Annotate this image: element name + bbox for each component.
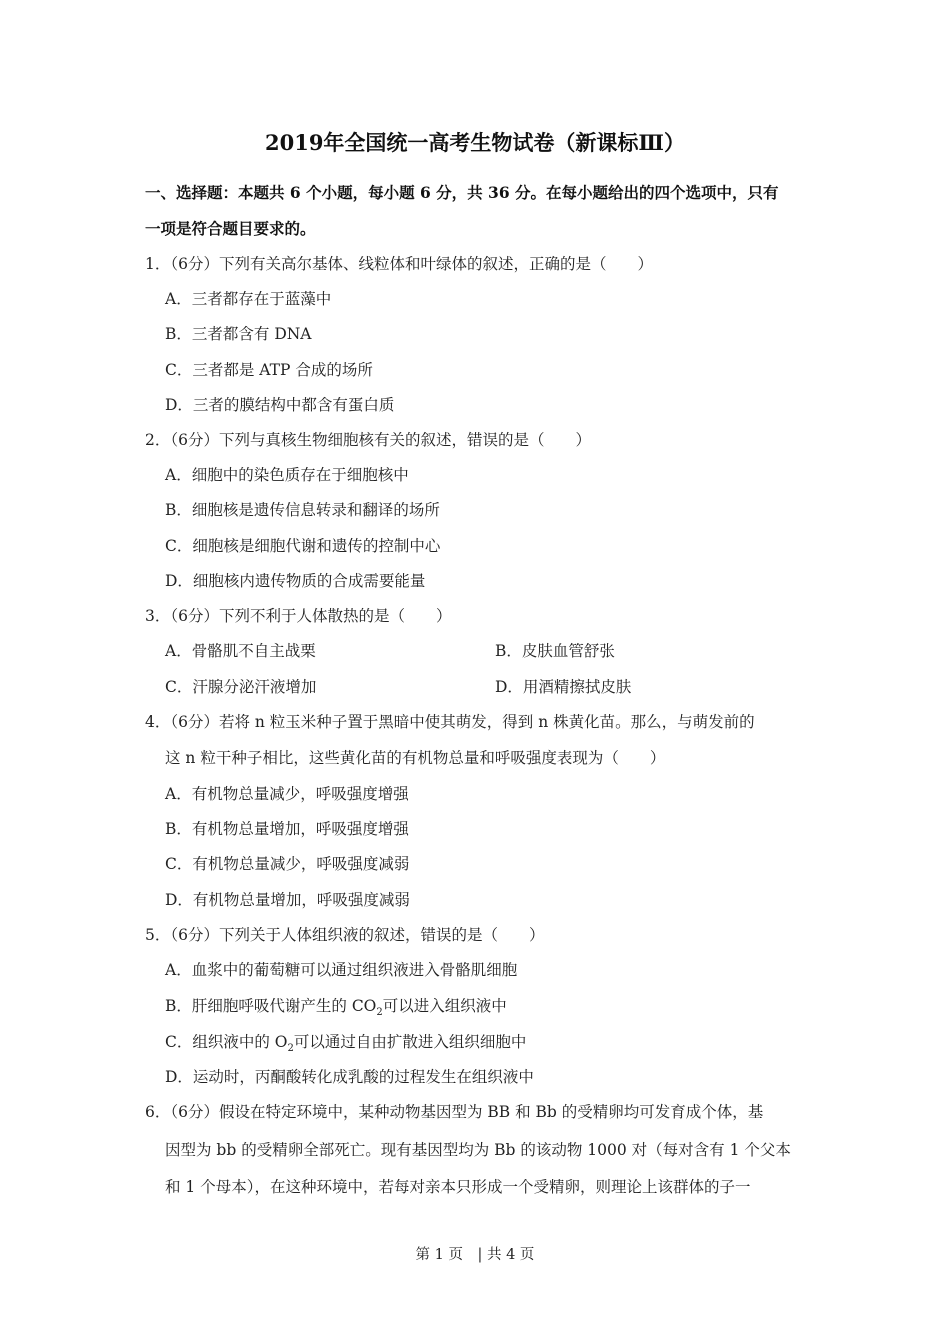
option: D．三者的膜结构中都含有蛋白质 bbox=[165, 396, 395, 414]
option: A．三者都存在于蓝藻中 bbox=[165, 290, 332, 308]
option: B．细胞核是遗传信息转录和翻译的场所 bbox=[165, 501, 440, 519]
option: B．有机物总量增加，呼吸强度增强 bbox=[165, 820, 409, 838]
option: D．运动时，丙酮酸转化成乳酸的过程发生在组织液中 bbox=[165, 1068, 534, 1086]
question-6-cont: 因型为 bb 的受精卵全部死亡。现有基因型均为 Bb 的该动物 1000 对（每对含有 1 个父本 bbox=[165, 1141, 791, 1159]
option-text: 可以通过自由扩散进入组织细胞中 bbox=[293, 1033, 527, 1051]
subscript: 2 bbox=[376, 1007, 383, 1019]
option: D．用酒精擦拭皮肤 bbox=[495, 678, 632, 696]
question-3: 3．（6分）下列不利于人体散热的是（ ） bbox=[145, 607, 452, 625]
option: A．血浆中的葡萄糖可以通过组织液进入骨骼肌细胞 bbox=[165, 961, 518, 979]
page-footer: 第 1 页 | 共 4 页 bbox=[415, 1247, 535, 1263]
question-1: 1．（6分）下列有关高尔基体、线粒体和叶绿体的叙述，正确的是（ ） bbox=[145, 255, 653, 273]
page-title: 2019年全国统一高考生物试卷（新课标Ⅲ） bbox=[264, 130, 686, 155]
option-text: C．组织液中的 O bbox=[165, 1033, 288, 1051]
option-text: B．肝细胞呼吸代谢产生的 CO bbox=[165, 997, 377, 1015]
option bbox=[165, 995, 507, 1024]
question-6: 6．（6分）假设在特定环境中，某种动物基因型为 BB 和 Bb 的受精卵均可发育成个体，基 bbox=[145, 1103, 764, 1121]
section-heading-cont: 一项是符合题目要求的。 bbox=[145, 219, 316, 238]
option: B．三者都含有 DNA bbox=[165, 325, 312, 343]
option: D．有机物总量增加，呼吸强度减弱 bbox=[165, 891, 410, 909]
option: A．细胞中的染色质存在于细胞核中 bbox=[165, 466, 409, 484]
question-2: 2．（6分）下列与真核生物细胞核有关的叙述，错误的是（ ） bbox=[145, 431, 591, 449]
option: A．骨骼肌不自主战栗 bbox=[165, 642, 316, 660]
option: B．皮肤血管舒张 bbox=[495, 642, 615, 660]
option: C．有机物总量减少，呼吸强度减弱 bbox=[165, 855, 410, 873]
option: D．细胞核内遗传物质的合成需要能量 bbox=[165, 572, 426, 590]
option: C．三者都是 ATP 合成的场所 bbox=[165, 361, 373, 379]
option: C．汗腺分泌汗液增加 bbox=[165, 678, 317, 696]
option: A．有机物总量减少，呼吸强度增强 bbox=[165, 785, 409, 803]
subscript: 2 bbox=[287, 1043, 294, 1055]
option: C．细胞核是细胞代谢和遗传的控制中心 bbox=[165, 537, 441, 555]
question-6-cont: 和 1 个母本），在这种环境中，若每对亲本只形成一个受精卵，则理论上该群体的子一 bbox=[165, 1178, 751, 1196]
question-5: 5．（6分）下列关于人体组织液的叙述，错误的是（ ） bbox=[145, 926, 545, 944]
section-heading: 一、选择题：本题共 6 个小题，每小题 6 分，共 36 分。在每小题给出的四个选项中，只有 bbox=[145, 183, 779, 202]
option-text: 可以进入组织液中 bbox=[382, 997, 507, 1015]
option bbox=[165, 1031, 526, 1060]
question-4-cont: 这 n 粒干种子相比，这些黄化苗的有机物总量和呼吸强度表现为（ ） bbox=[165, 749, 666, 767]
question-4: 4．（6分）若将 n 粒玉米种子置于黑暗中使其萌发，得到 n 株黄化苗。那么，与萌发前的 bbox=[145, 713, 755, 731]
